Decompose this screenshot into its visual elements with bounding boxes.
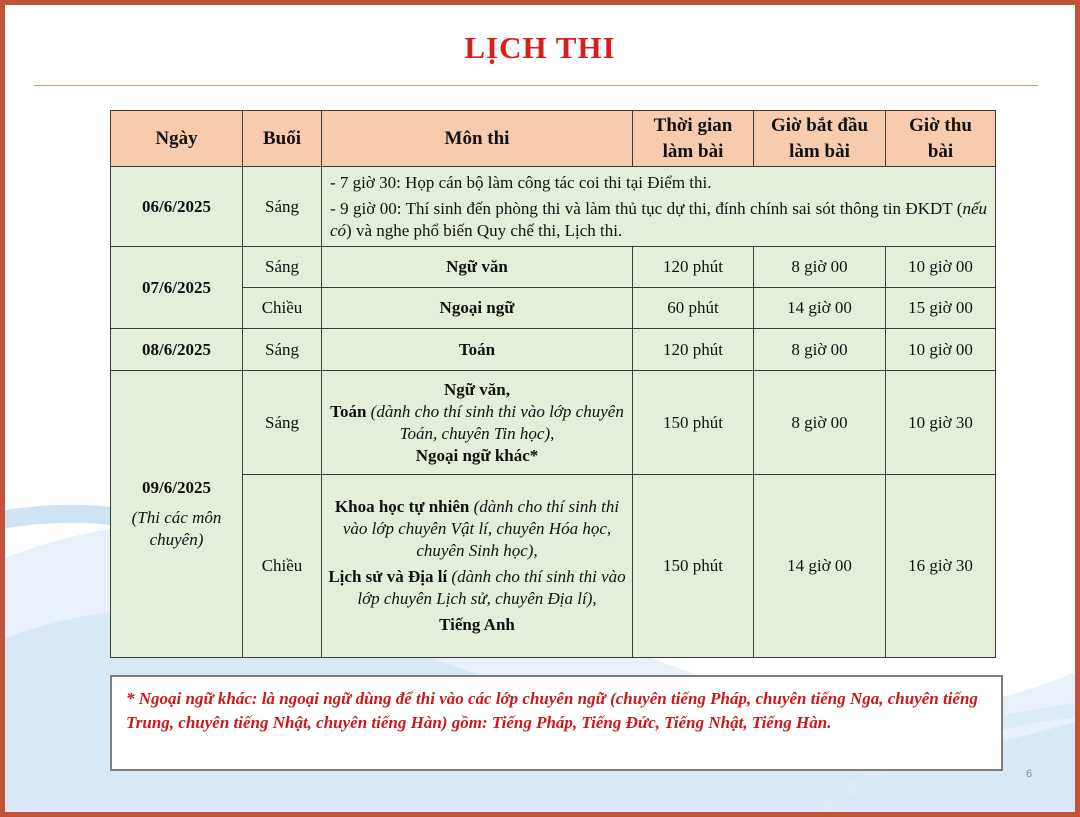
subject-cell: Ngoại ngữ — [322, 288, 633, 329]
table-row — [111, 167, 996, 247]
table-row — [111, 475, 996, 658]
subject-cell: Khoa học tự nhiên (dành cho thí sinh thi vào lớp chuyên Vật lí, chuyên Hóa học, chuyên Sinh học), Lịch sử và Địa lí (dành cho thí sinh thi vào lớp chuyên Lịch sử, chuyên Địa lí), Tiếng Anh — [322, 475, 633, 658]
header-duration: Thời gian làm bài — [633, 111, 754, 167]
table-row — [111, 371, 996, 475]
briefing-notes-cell — [322, 167, 996, 247]
table-header-row — [111, 111, 996, 167]
session-cell: Sáng — [243, 371, 322, 475]
start-cell: 8 giờ 00 — [754, 247, 886, 288]
start-cell: 14 giờ 00 — [754, 288, 886, 329]
start-cell: 14 giờ 00 — [754, 475, 886, 658]
duration-cell: 120 phút — [633, 247, 754, 288]
date-note: (Thi các môn chuyên) — [131, 508, 222, 549]
date-value: 09/6/2025 — [142, 478, 211, 497]
briefing-line-2: - 9 giờ 00: Thí sinh đến phòng thi và làm thủ tục dự thi, đính chính sai sót thông tin ĐKDT (nếu có) và nghe phổ biến Quy chế thi, Lịch thi. — [330, 198, 987, 240]
duration-cell: 60 phút — [633, 288, 754, 329]
end-cell: 16 giờ 30 — [886, 475, 996, 658]
subject-cell: Toán — [322, 329, 633, 371]
briefing-line-1: - 7 giờ 30: Họp cán bộ làm công tác coi thi tại Điểm thi. — [330, 172, 712, 192]
duration-cell: 120 phút — [633, 329, 754, 371]
date-cell — [111, 371, 243, 658]
table-row — [111, 247, 996, 288]
title-divider — [34, 85, 1038, 86]
table-row — [111, 329, 996, 371]
exam-schedule-table — [110, 110, 996, 658]
header-subject: Môn thi — [322, 111, 633, 167]
start-cell: 8 giờ 00 — [754, 329, 886, 371]
header-date: Ngày — [111, 111, 243, 167]
page-number: 6 — [1026, 768, 1033, 780]
duration-cell: 150 phút — [633, 475, 754, 658]
session-cell: Sáng — [243, 329, 322, 371]
table-row — [111, 288, 996, 329]
end-cell: 10 giờ 00 — [886, 247, 996, 288]
start-cell: 8 giờ 00 — [754, 371, 886, 475]
duration-cell: 150 phút — [633, 371, 754, 475]
footnote-box: * Ngoại ngữ khác: là ngoại ngữ dùng để thi vào các lớp chuyên ngữ (chuyên tiếng Pháp, chuyên tiếng Nga, chuyên tiếng Trung, chuyên tiếng Nhật, chuyên tiếng Hàn) gồm: Tiếng Pháp, Tiếng Đức, Tiếng Nhật, Tiếng Hàn. — [110, 675, 1003, 771]
end-cell: 10 giờ 30 — [886, 371, 996, 475]
end-cell: 15 giờ 00 — [886, 288, 996, 329]
end-cell: 10 giờ 00 — [886, 329, 996, 371]
subject-cell: Ngữ văn — [322, 247, 633, 288]
date-cell: 07/6/2025 — [111, 247, 243, 329]
session-cell: Chiều — [243, 288, 322, 329]
session-cell: Chiều — [243, 475, 322, 658]
session-cell: Sáng — [243, 247, 322, 288]
session-cell: Sáng — [243, 167, 322, 247]
header-session: Buổi — [243, 111, 322, 167]
date-cell: 08/6/2025 — [111, 329, 243, 371]
header-end: Giờ thu bài — [886, 111, 996, 167]
subject-cell: Ngữ văn, Toán (dành cho thí sinh thi vào lớp chuyên Toán, chuyên Tin học), Ngoại ngữ khác* — [322, 371, 633, 475]
page-title: LỊCH THI — [464, 30, 616, 65]
header-start: Giờ bắt đầu làm bài — [754, 111, 886, 167]
date-cell: 06/6/2025 — [111, 167, 243, 247]
